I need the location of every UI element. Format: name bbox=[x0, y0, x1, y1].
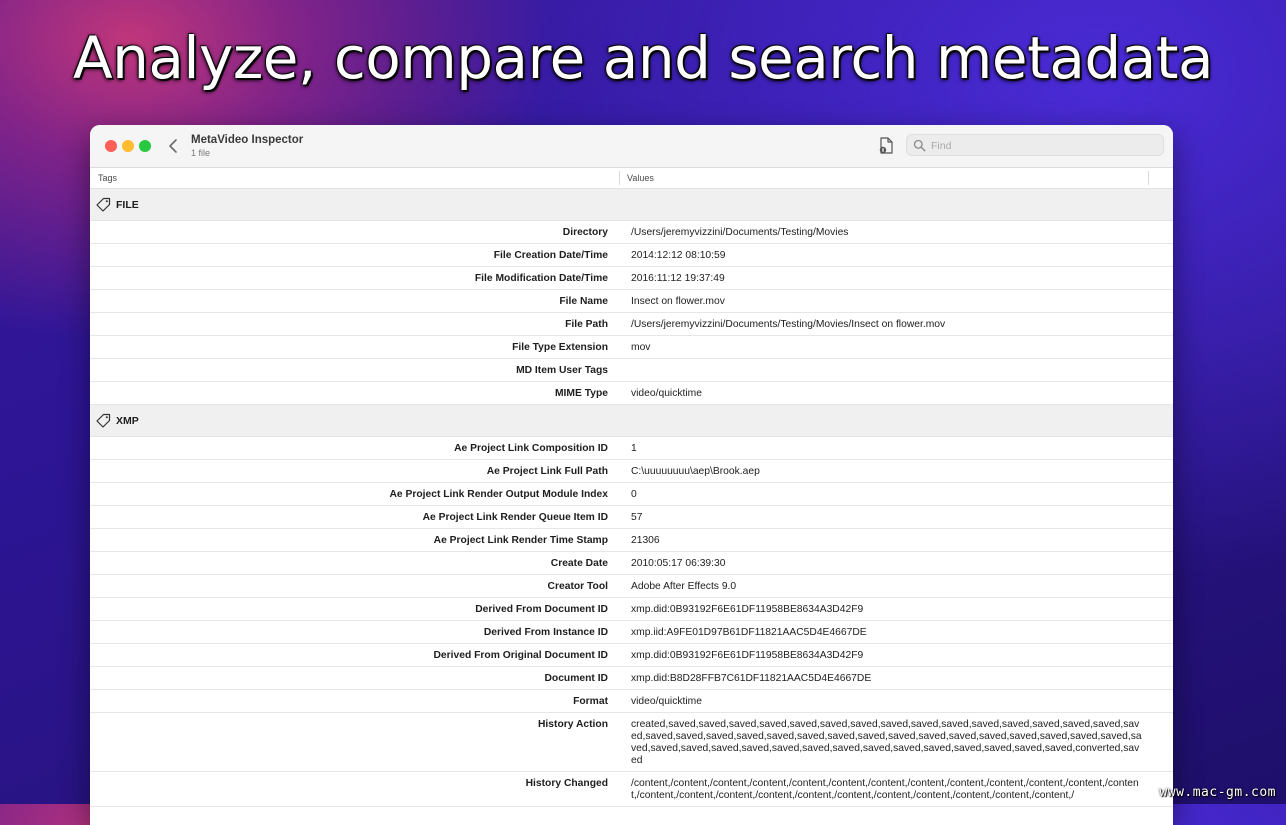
search-input[interactable] bbox=[929, 137, 1163, 155]
table-row[interactable] bbox=[90, 644, 1173, 667]
row-tag: Ae Project Link Render Output Module Index bbox=[389, 489, 608, 500]
row-tag: MIME Type bbox=[554, 388, 608, 399]
table-row[interactable] bbox=[90, 483, 1173, 506]
tag-icon bbox=[96, 197, 111, 212]
row-tag: Document ID bbox=[544, 673, 608, 684]
window-subtitle: 1 file bbox=[191, 148, 211, 158]
row-tag: Derived From Instance ID bbox=[483, 627, 608, 638]
row-value bbox=[608, 359, 1143, 381]
column-header-tags[interactable]: Tags bbox=[98, 173, 118, 183]
row-value: C:\uuuuuuuu\aep\Brook.aep bbox=[631, 466, 760, 477]
section-label: FILE bbox=[116, 199, 139, 211]
minimize-window-button[interactable] bbox=[122, 140, 134, 152]
row-tag: Format bbox=[573, 696, 608, 707]
row-tag: Ae Project Link Render Time Stamp bbox=[433, 535, 608, 546]
search-icon bbox=[913, 139, 926, 152]
back-chevron-icon[interactable] bbox=[168, 138, 178, 154]
row-value: 2016:11:12 19:37:49 bbox=[631, 273, 725, 284]
zoom-window-button[interactable] bbox=[139, 140, 151, 152]
table-row[interactable] bbox=[90, 621, 1173, 644]
row-value: xmp.iid:A9FE01D97B61DF11821AAC5D4E4667DE bbox=[631, 627, 867, 638]
app-window bbox=[90, 125, 1173, 825]
row-value: 0 bbox=[631, 489, 637, 500]
watermark: www.mac-gm.com bbox=[1159, 785, 1276, 800]
column-divider[interactable] bbox=[1148, 171, 1149, 185]
row-tag: File Creation Date/Time bbox=[493, 250, 608, 261]
row-tag: File Type Extension bbox=[512, 342, 608, 353]
table-row[interactable] bbox=[90, 382, 1173, 405]
row-value: mov bbox=[631, 342, 651, 353]
column-divider[interactable] bbox=[619, 171, 620, 185]
close-window-button[interactable] bbox=[105, 140, 117, 152]
table-row[interactable] bbox=[90, 772, 1173, 807]
row-value: /content,/content,/content,/content,/content,/content,/content,/content,/content,/content,/content,/content,/content,/content,/content,/content,/content,/content,/content,/content,/content,/content,/content,/content,/ bbox=[631, 778, 1139, 801]
section-header-xmp[interactable] bbox=[90, 405, 1173, 437]
row-value: xmp.did:B8D28FFB7C61DF11821AAC5D4E4667DE bbox=[631, 673, 872, 684]
section-header-file[interactable] bbox=[90, 189, 1173, 221]
column-header-values[interactable]: Values bbox=[627, 173, 654, 183]
table-row[interactable] bbox=[90, 244, 1173, 267]
row-tag: File Path bbox=[565, 319, 608, 330]
row-tag: History Action bbox=[538, 719, 608, 730]
row-value: video/quicktime bbox=[631, 388, 702, 399]
row-value: xmp.did:0B93192F6E61DF11958BE8634A3D42F9 bbox=[631, 604, 864, 615]
row-tag: History Changed bbox=[525, 778, 608, 789]
table-row[interactable] bbox=[90, 667, 1173, 690]
headline: Analyze, compare and search metadata bbox=[72, 24, 1214, 92]
row-value: Adobe After Effects 9.0 bbox=[631, 581, 737, 592]
search-field[interactable] bbox=[906, 134, 1164, 156]
window-title: MetaVideo Inspector bbox=[191, 134, 304, 146]
row-value: 2010:05:17 06:39:30 bbox=[631, 558, 726, 569]
row-tag: MD Item User Tags bbox=[516, 365, 608, 376]
row-tag: Derived From Document ID bbox=[475, 604, 608, 615]
row-tag: Create Date bbox=[550, 558, 608, 569]
row-value: xmp.did:0B93192F6E61DF11958BE8634A3D42F9 bbox=[631, 650, 864, 661]
row-value: 2014:12:12 08:10:59 bbox=[631, 250, 726, 261]
table-row[interactable] bbox=[90, 575, 1173, 598]
row-value: video/quicktime bbox=[631, 696, 702, 707]
row-tag: File Name bbox=[559, 296, 608, 307]
row-tag: Derived From Original Document ID bbox=[433, 650, 608, 661]
section-label: XMP bbox=[116, 415, 139, 427]
document-info-icon[interactable] bbox=[878, 137, 894, 155]
column-header bbox=[90, 168, 1173, 189]
table-row[interactable] bbox=[90, 290, 1173, 313]
row-value: 57 bbox=[631, 512, 643, 523]
table-row[interactable] bbox=[90, 598, 1173, 621]
table-row[interactable] bbox=[90, 336, 1173, 359]
row-value: created,saved,saved,saved,saved,saved,saved,saved,saved,saved,saved,saved,saved,saved,saved,saved,saved,saved,saved,saved,saved,saved,saved,saved,saved,saved,saved,saved,saved,saved,saved,saved,saved,saved,saved,saved,saved,saved,saved,saved,saved,saved,saved,saved,saved,saved,saved,saved,converted,saved bbox=[631, 719, 1142, 766]
table-row[interactable] bbox=[90, 359, 1173, 382]
table-row[interactable] bbox=[90, 267, 1173, 290]
metadata-table bbox=[90, 189, 1173, 807]
table-row[interactable] bbox=[90, 437, 1173, 460]
table-row[interactable] bbox=[90, 313, 1173, 336]
tag-icon bbox=[96, 413, 111, 428]
row-tag: Ae Project Link Full Path bbox=[486, 466, 608, 477]
row-value: 21306 bbox=[631, 535, 660, 546]
row-tag: File Modification Date/Time bbox=[474, 273, 608, 284]
row-tag: Ae Project Link Composition ID bbox=[454, 443, 608, 454]
row-tag: Ae Project Link Render Queue Item ID bbox=[422, 512, 608, 523]
table-row[interactable] bbox=[90, 552, 1173, 575]
row-value: /Users/jeremyvizzini/Documents/Testing/Movies/Insect on flower.mov bbox=[631, 319, 946, 330]
row-value: Insect on flower.mov bbox=[631, 296, 725, 307]
row-tag: Directory bbox=[562, 227, 608, 238]
table-row[interactable] bbox=[90, 529, 1173, 552]
row-value: 1 bbox=[631, 443, 637, 454]
title-bar bbox=[90, 125, 1173, 168]
table-row[interactable] bbox=[90, 690, 1173, 713]
table-row[interactable] bbox=[90, 506, 1173, 529]
row-value: /Users/jeremyvizzini/Documents/Testing/Movies bbox=[631, 227, 849, 238]
row-tag: Creator Tool bbox=[547, 581, 608, 592]
table-row[interactable] bbox=[90, 221, 1173, 244]
table-row[interactable] bbox=[90, 713, 1173, 772]
table-row[interactable] bbox=[90, 460, 1173, 483]
